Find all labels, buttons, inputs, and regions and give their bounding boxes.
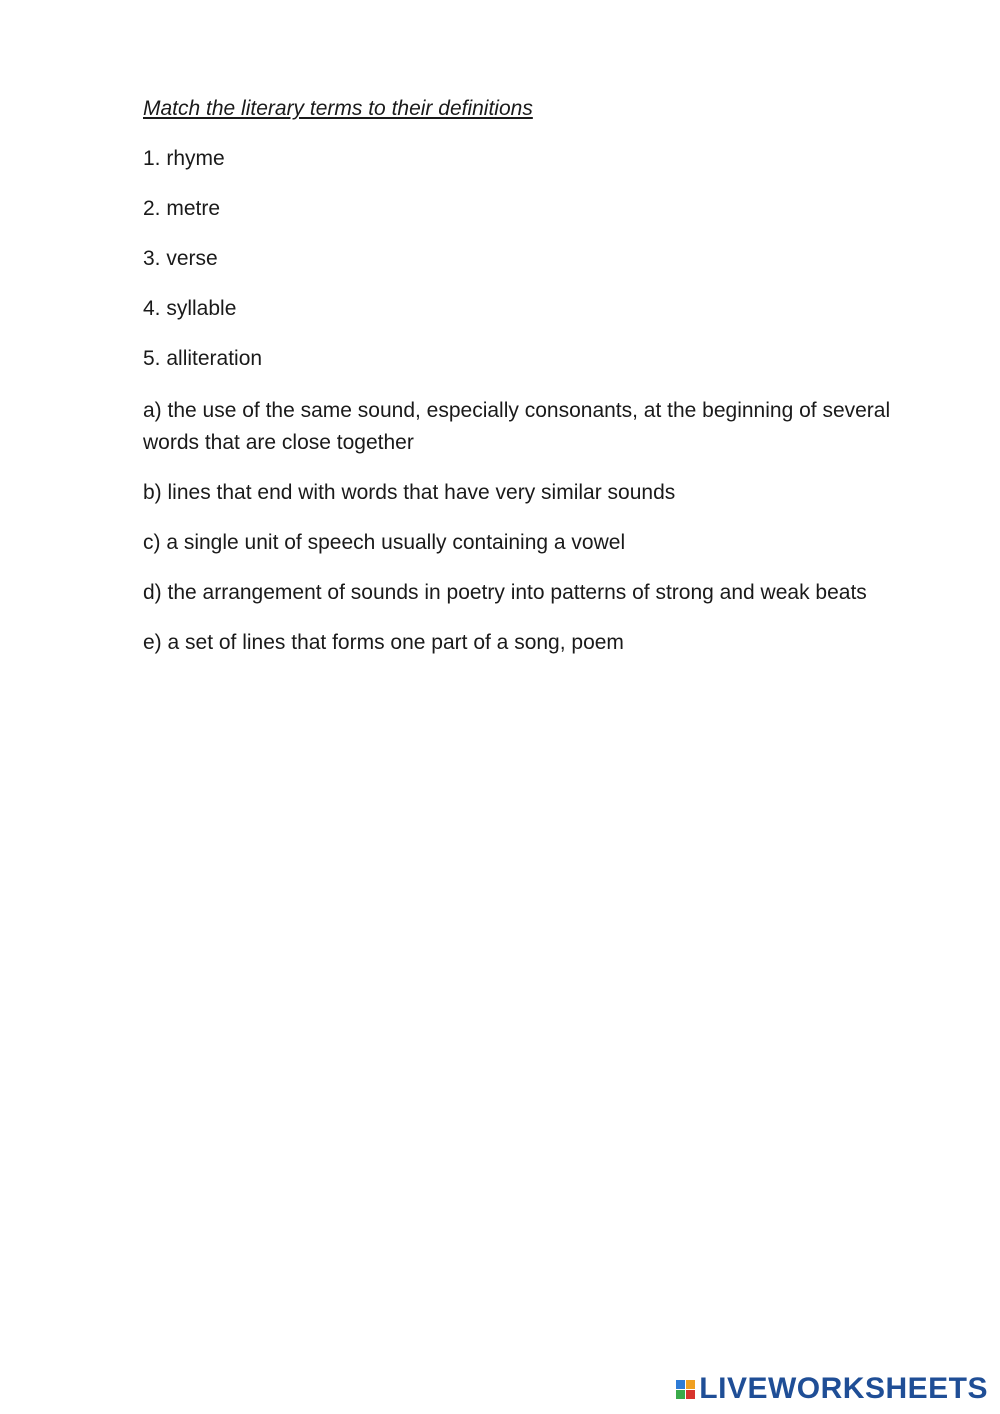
definition-item: a) the use of the same sound, especially consonants, at the beginning of several words that are close together — [143, 399, 891, 454]
logo-text: LIVEWORKSHEETS — [699, 1372, 988, 1405]
logo-grid-icon — [676, 1380, 695, 1399]
logo-square-4 — [686, 1390, 695, 1399]
term-item: 5. alliteration — [143, 347, 263, 370]
definition-item: e) a set of lines that forms one part of a song, poem — [143, 631, 624, 654]
term-item: 1. rhyme — [143, 147, 225, 170]
logo-square-2 — [686, 1380, 695, 1389]
term-item: 3. verse — [143, 247, 218, 270]
definition-item: d) the arrangement of sounds in poetry into patterns of strong and weak beats — [143, 581, 867, 604]
worksheet-title: Match the literary terms to their definitions — [143, 97, 533, 120]
logo-square-1 — [676, 1380, 685, 1389]
logo-square-3 — [676, 1390, 685, 1399]
definition-item: c) a single unit of speech usually containing a vowel — [143, 531, 626, 554]
liveworksheets-logo — [676, 1372, 988, 1406]
worksheet-page — [143, 95, 923, 677]
term-item: 4. syllable — [143, 297, 237, 320]
definition-item: b) lines that end with words that have very similar sounds — [143, 481, 676, 504]
term-item: 2. metre — [143, 197, 221, 220]
